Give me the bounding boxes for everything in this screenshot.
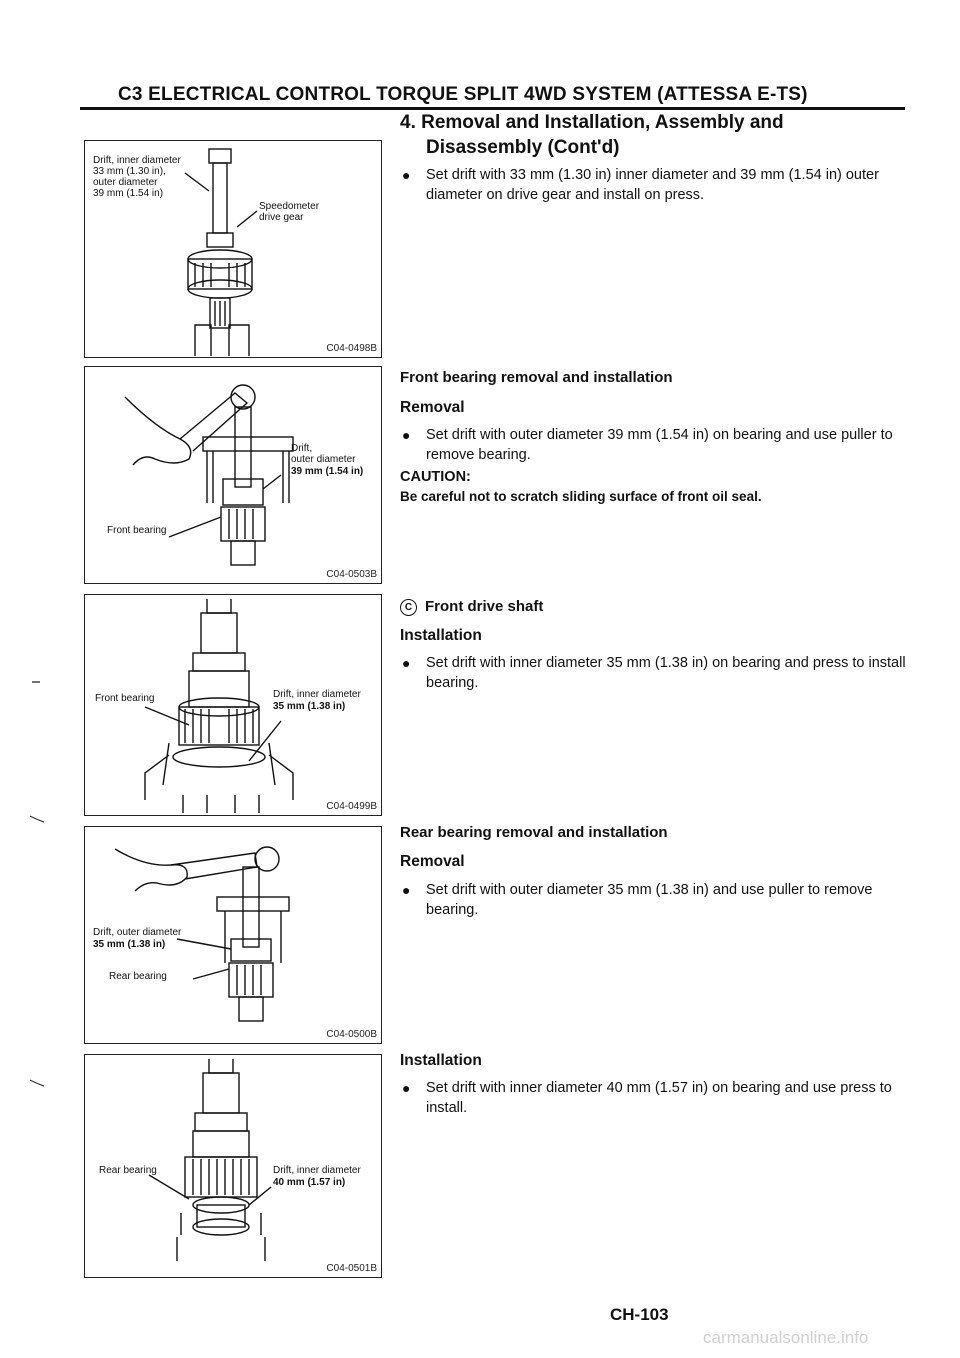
figure-code: C04-0499B <box>326 801 377 812</box>
bullet-dot: ● <box>402 1080 411 1096</box>
bullet-dot: ● <box>402 655 411 671</box>
fig5-label-drift: Drift, inner diameter <box>273 1165 361 1176</box>
scan-mark <box>28 680 48 1100</box>
rear-bearing-installation-text: Set drift with inner diameter 40 mm (1.57 in) on bearing and use press to install. <box>426 1080 892 1116</box>
intro-bullet-text: Set drift with 33 mm (1.30 in) inner diameter and 39 mm (1.54 in) outer diameter on drive gear and install on press. <box>426 167 879 203</box>
rear-bearing-removal-text: Set drift with outer diameter 35 mm (1.38 in) and use puller to remove bearing. <box>426 882 873 918</box>
front-drive-shaft-text: Set drift with inner diameter 35 mm (1.38 in) on bearing and press to install bearing. <box>426 655 906 691</box>
bullet-dot: ● <box>402 882 411 898</box>
front-bearing-removal-bullet <box>400 425 910 465</box>
caution-text: Be careful not to scratch sliding surface of front oil seal. <box>400 489 762 504</box>
fig3-label-drift: Drift, inner diameter <box>273 689 361 700</box>
figure-code: C04-0503B <box>326 569 377 580</box>
rear-bearing-removal-bullet <box>400 880 910 920</box>
fig1-label-outer: outer diameter <box>93 177 158 188</box>
fig2-label-outer: outer diameter <box>291 454 356 465</box>
section-title-line2: Disassembly (Cont'd) <box>426 137 620 158</box>
front-bearing-removal-text: Set drift with outer diameter 39 mm (1.54 in) on bearing and use puller to remove bearing. <box>426 427 893 463</box>
rear-bearing-installation-bullet <box>400 1078 910 1118</box>
fig2-label-front-bearing: Front bearing <box>107 525 167 536</box>
fig4-label-rear-bearing: Rear bearing <box>109 971 167 982</box>
figure-front-drive-shaft <box>84 594 382 816</box>
figure-front-bearing-removal <box>84 366 382 584</box>
fig1-label-drive-gear: drive gear <box>259 212 304 223</box>
rear-bearing-installation-label: Installation <box>400 1052 482 1069</box>
figure-code: C04-0500B <box>326 1029 377 1040</box>
bullet-dot: ● <box>402 427 411 443</box>
circled-c-icon: C <box>400 599 417 616</box>
front-drive-shaft-heading <box>400 598 543 616</box>
figure-drive-gear-press <box>84 140 382 358</box>
watermark: carmanualsonline.info <box>703 1328 869 1347</box>
fig2-label-value: 39 mm (1.54 in) <box>291 466 364 477</box>
fig5-label-rear-bearing: Rear bearing <box>99 1165 157 1176</box>
fig3-label-value: 35 mm (1.38 in) <box>273 701 346 712</box>
fig4-label-value: 35 mm (1.38 in) <box>93 939 166 950</box>
figure-rear-bearing-install <box>84 1054 382 1278</box>
caution-label: CAUTION: <box>400 469 471 485</box>
fig1-label-inner: 33 mm (1.30 in), <box>93 166 166 177</box>
section-title <box>400 110 784 160</box>
fig1-label-speedometer: Speedometer <box>259 201 320 212</box>
fig5-label-value: 40 mm (1.57 in) <box>273 1177 346 1188</box>
front-bearing-removal-label: Removal <box>400 399 465 416</box>
intro-bullet <box>400 165 910 205</box>
figure-code: C04-0501B <box>326 1263 377 1274</box>
figure-code: C04-0498B <box>326 343 377 354</box>
fig1-label-outer-value: 39 mm (1.54 in) <box>93 188 164 199</box>
page-number: CH-103 <box>610 1305 669 1324</box>
rear-bearing-removal-label: Removal <box>400 853 465 870</box>
front-drive-shaft-title: Front drive shaft <box>425 598 544 615</box>
fig1-label-drift: Drift, inner diameter <box>93 155 181 166</box>
rear-bearing-heading: Rear bearing removal and installation <box>400 824 668 841</box>
bullet-dot: ● <box>402 167 411 183</box>
front-bearing-heading: Front bearing removal and installation <box>400 369 673 386</box>
fig2-label-drift: Drift, <box>291 443 313 454</box>
page-header-title: C3 ELECTRICAL CONTROL TORQUE SPLIT 4WD SYSTEM (ATTESSA E-TS) <box>118 84 808 105</box>
fig3-label-front-bearing: Front bearing <box>95 693 155 704</box>
front-drive-shaft-bullet <box>400 653 910 693</box>
section-title-line1: 4. Removal and Installation, Assembly and <box>400 112 784 133</box>
figure-rear-bearing-removal <box>84 826 382 1044</box>
front-drive-shaft-installation-label: Installation <box>400 627 482 644</box>
fig4-label-drift: Drift, outer diameter <box>93 927 182 938</box>
